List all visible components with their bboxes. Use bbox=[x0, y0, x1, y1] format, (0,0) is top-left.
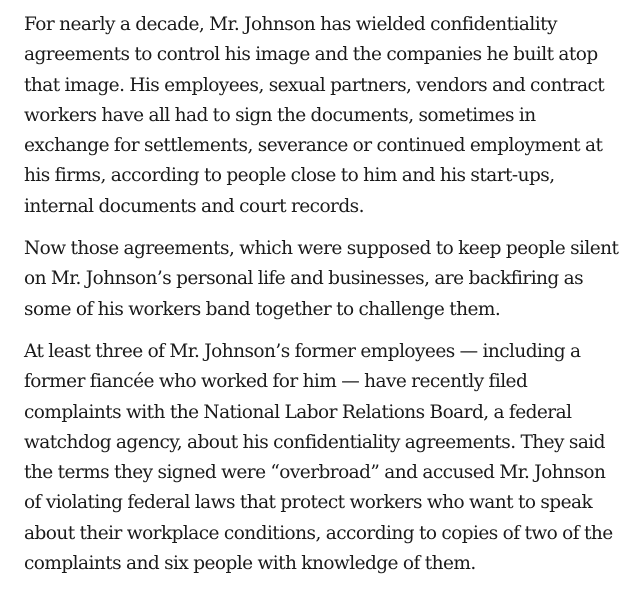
article-body bbox=[24, 10, 620, 591]
text-line: complaints with the National Labor Relations Board, a federal bbox=[24, 401, 572, 423]
text-line: watchdog agency, about his confidentiality agreements. They said bbox=[24, 431, 605, 453]
text-line: of violating federal laws that protect workers who want to speak bbox=[24, 492, 593, 514]
paragraph-1 bbox=[24, 10, 620, 222]
text-line: agreements to control his image and the companies he built atop bbox=[24, 44, 598, 66]
text-line: his firms, according to people close to him and his start-ups, bbox=[24, 165, 555, 187]
text-line: Now those agreements, which were supposed to keep people silent bbox=[24, 238, 619, 260]
text-line: complaints and six people with knowledge of them. bbox=[24, 553, 476, 575]
text-line: that image. His employees, sexual partners, vendors and contract bbox=[24, 74, 605, 96]
text-line: workers have all had to sign the documents, sometimes in bbox=[24, 104, 536, 126]
text-line: For nearly a decade, Mr. Johnson has wielded confidentiality bbox=[24, 14, 557, 35]
paragraph-3 bbox=[24, 337, 620, 579]
text-line: the terms they signed were “overbroad” and accused Mr. Johnson bbox=[24, 462, 606, 484]
paragraph-2 bbox=[24, 234, 620, 325]
text-line: about their workplace conditions, according to copies of two of the bbox=[24, 522, 613, 544]
text-line: internal documents and court records. bbox=[24, 195, 364, 217]
text-line: former fiancée who worked for him — have recently filed bbox=[24, 371, 528, 393]
text-line: exchange for settlements, severance or continued employment at bbox=[24, 135, 603, 157]
text-line: some of his workers band together to challenge them. bbox=[24, 298, 501, 320]
text-line: At least three of Mr. Johnson’s former employees — including a bbox=[24, 340, 581, 362]
text-line: on Mr. Johnson’s personal life and businesses, are backfiring as bbox=[24, 268, 584, 290]
